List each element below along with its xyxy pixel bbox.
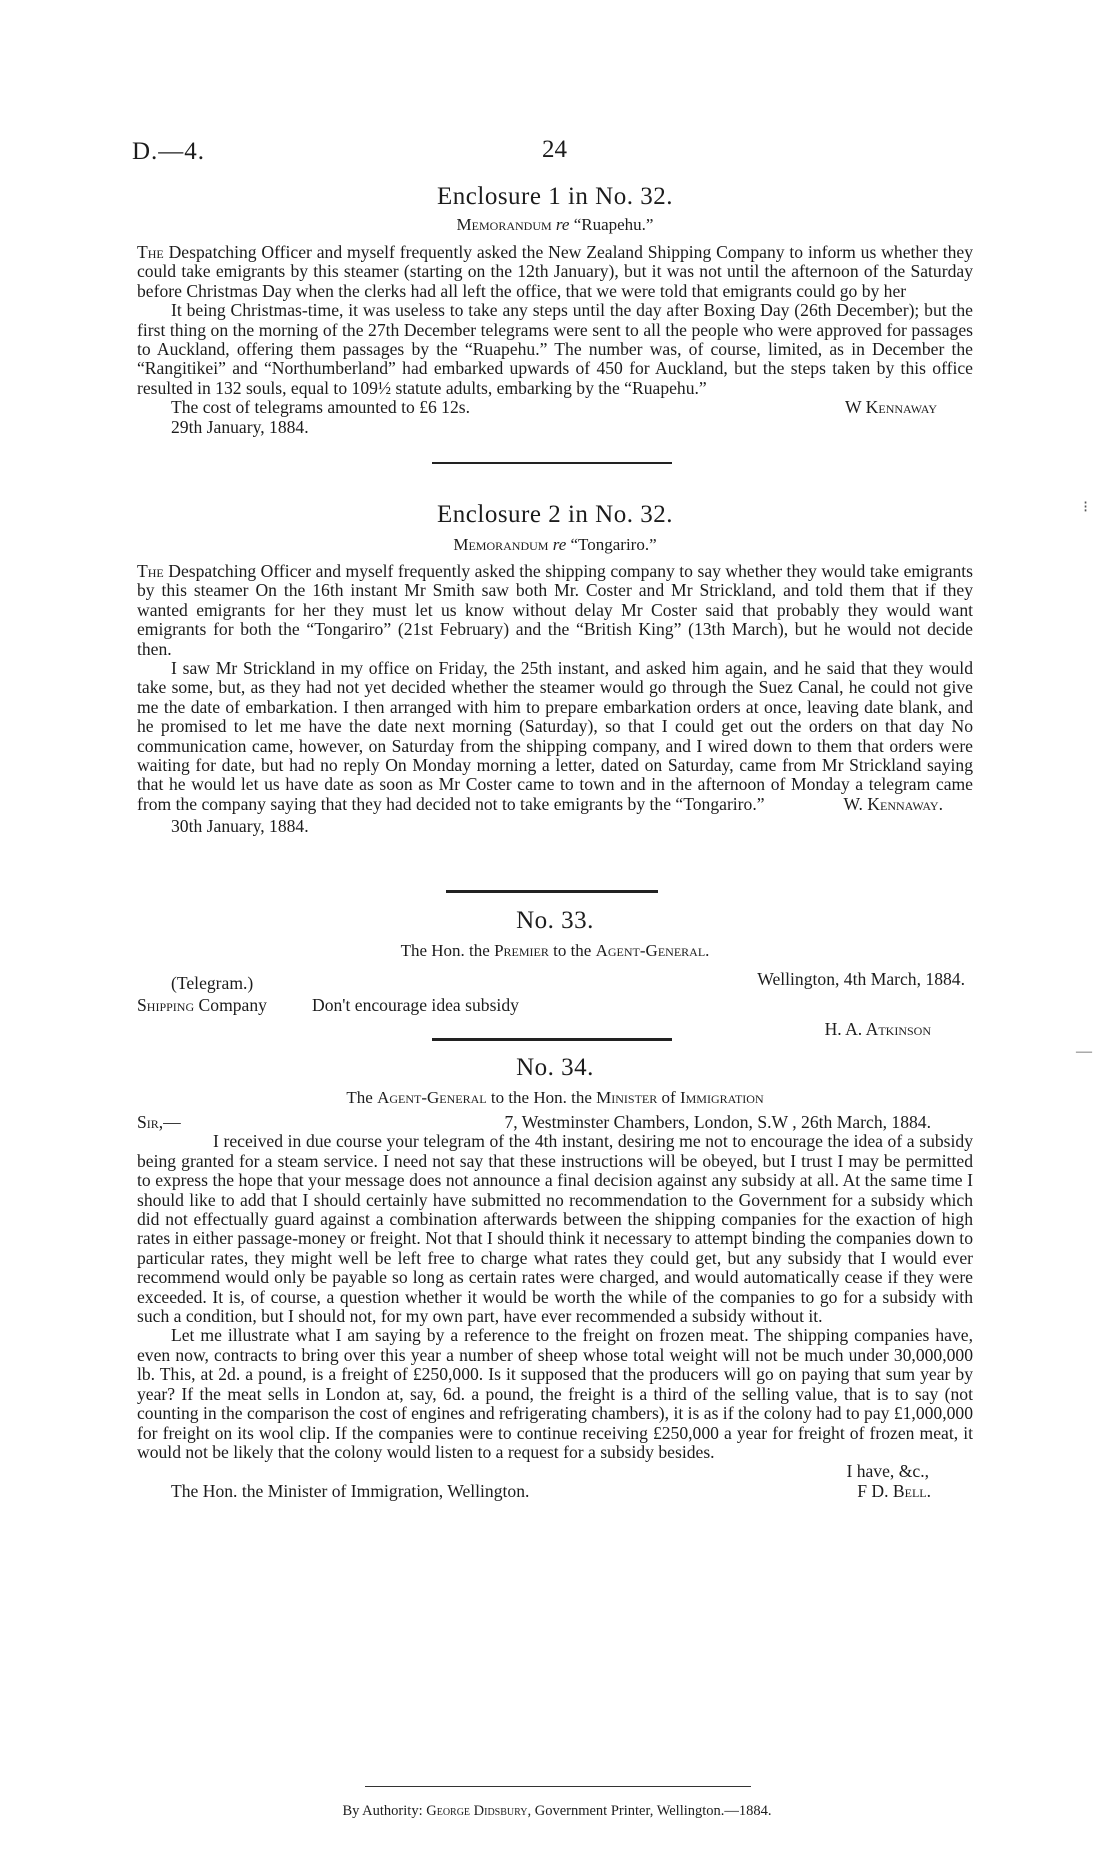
enclosure-2-paragraph-1 [137,562,973,659]
section-divider-1 [432,462,672,464]
agent-general-label: Agent-General. [595,941,710,960]
enclosure-1-title: Enclosure 1 in No. 32. [437,183,673,210]
no-33-title: No. 33. [516,907,594,934]
margin-mark-upper: ⁝ [1083,499,1089,516]
section-divider-2 [446,890,658,893]
paragraph-text: Despatching Officer and myself frequently asked the New Zealand Shipping Company to inform us whether they could take emigrants by this steamer (starting on the 12th January), but it was not until the afternoon of the Saturday before Christmas Day when the clerks had all left the office, that we were told that emigrants could go by her [137,242,973,301]
re-label: re [555,215,570,234]
telegram-signature: H. A. Atkinson [824,1019,931,1039]
section-divider-3 [432,1038,672,1041]
telegram-message-row [137,994,973,1016]
ship-name: “Ruapehu.” [573,215,654,234]
company-label: Company [198,995,267,1015]
shipping-label: Shipping [137,995,195,1015]
document-code: D.—4. [132,138,206,165]
enclosure-1-paragraph-1 [137,243,973,301]
enclosure-1-paragraph-3: The cost of telegrams amounted to £6 12s. [171,397,471,418]
letter-closing: I have, &c., [846,1461,929,1482]
telegram-place-date: Wellington, 4th March, 1884. [757,969,965,989]
telegram-signature-row [137,1018,973,1040]
memorandum-label: Memorandum [456,215,552,234]
no-34-title: No. 34. [516,1054,594,1081]
re-label: re [552,535,567,554]
enclosure-1-subtitle [137,214,973,236]
enclosure-1-signature-line [137,398,973,417]
no-34-paragraph-2: Let me illustrate what I am saying by a reference to the freight on frozen meat. The shipping companies have, even now, contracts to bring over this year a number of sheep whose total weight will not be much under 30,000,000 lb. This, at 2d. a pound, is a freight of £250,000. Is it supposed that the producers will go on paying that sum year by year? If the meat sells in London at, say, 6d. a pound, the freight is a third of the selling value, that is to say (not counting in the comparison the cost of engines and refrigerating chambers), it is as if the colony had to pay £1,000,000 for freight on its wool clip. If the companies were to continue receiving £250,000 a year for freight of frozen meat, it would not be likely that the colony would listen to a request for a subsidy besides. [137,1325,973,1462]
agent-general-label: Agent-General [377,1088,487,1107]
footer-rule [365,1786,751,1787]
printer-footer [0,1803,1114,1820]
enclosure-2-signature: W. Kennaway. [843,794,943,815]
memorandum-label: Memorandum [453,535,549,554]
subtitle-part: The Hon. the [400,941,490,960]
no-34-subtitle [137,1087,973,1109]
telegram-subject [137,994,267,1016]
telegram-row [137,969,973,994]
footer-authority: By Authority: [342,1803,423,1819]
footer-printer-name: George Didsbury, [426,1803,532,1819]
telegram-message: Don't encourage idea subsidy [312,995,519,1015]
ship-name: “Tongariro.” [570,535,657,554]
enclosure-2 [137,500,973,836]
no-33 [137,906,973,1040]
letter-address: 7, Westminster Chambers, London, S.W , 26th March, 1884. [504,1112,931,1132]
enclosure-2-title: Enclosure 2 in No. 32. [437,501,673,528]
enclosure-2-subtitle [137,534,973,556]
no-34 [137,1053,973,1501]
premier-label: Premier [494,941,549,960]
page-number: 24 [542,136,567,163]
salutation: Sir,— [137,1112,181,1132]
letter-heading-row [137,1113,973,1132]
enclosure-1-signature: W Kennaway [845,397,937,418]
subtitle-part: to the [553,941,592,960]
closing-row [137,1462,973,1481]
no-34-paragraph-1: I received in due course your telegram of the 4th instant, desiring me not to encourage the idea of a subsidy being granted for a steam service. I need not say that these instructions will be obeyed, but I trust I may be permitted to express the hope that your message does not announce a final decision against any subsidy at all. At the same time I should like to add that I should certainly have submitted no recommendation to the Government for a subsidy which did not effectually guard against a combination afterwards between the shipping companies for the exaction of high rates in either passage-money or freight. Not that I should think it necessary to attempt binding the companies down to particular rates, they might well be left free to charge what rates they could get, but any subsidy that I would ever recommend would only be payable so long as certain rates were charged, and would automatically cease if they were exceeded. It is, of course, a question whether it would be worth the while of the companies to go for a subsidy with such a condition, but I should not, for my own part, have ever recommended a subsidy without it. [137,1131,973,1327]
enclosure-1 [137,182,973,437]
enclosure-2-paragraph-2: I saw Mr Strickland in my office on Friday, the 25th instant, and asked him again, and he said that they would take some, but, as they had not yet decided whether the steamer would go through the Suez Canal, he could not give me the date of embarkation. I then arranged with him to prepare embarkation orders at once, leaving date blank, and he promised to let me have the date next morning (Saturday), so that I could get out the orders on that day No communication came, however, on Saturday from the shipping company, and I wired down to them that orders were waiting for date, but had no reply On Monday morning a letter, dated on Saturday, came from Mr Strickland saying that he would let us have date as soon as Mr Coster came to town and in the afternoon of Monday a telegram came from the company saying that they had decided not to take emigrants by the “Tongariro.” [137,658,973,814]
enclosure-2-date: 30th January, 1884. [171,815,309,836]
minister-label: Minister [596,1088,658,1107]
enclosure-1-date: 29th January, 1884. [171,416,309,437]
footer-printer-title: Government Printer, Wellington.—1884. [534,1803,772,1819]
lead-word: The [137,561,164,581]
enclosure-1-paragraph-2: It being Christmas-time, it was useless to take any steps until the day after Boxing Day (26th December); but the first thing on the morning of the 27th December telegrams were sent to all the people who were approved for passages to Auckland, offering them passages by the “Ruapehu.” The number was, of course, limited, as in December the “Rangitikei” and “Northumberland” had embarked upwards of 450 for Auckland, but the steps taken by this office resulted in 132 souls, equal to 109½ statute adults, embarking by the “Ruapehu.” [137,300,973,398]
subtitle-part: to the Hon. the [490,1088,592,1107]
letter-addressee: The Hon. the Minister of Immigration, Wellington. [171,1480,530,1501]
no-33-subtitle [137,940,973,962]
telegram-label: (Telegram.) [171,973,254,993]
lead-word: The [137,242,164,262]
paragraph-text: Despatching Officer and myself frequently asked the shipping company to say whether they would take emigrants by this steamer On the 16th instant Mr Smith saw both Mr. Coster and Mr Strickland, and told them that if they wanted emigrants for her they must let us know without delay Mr Coster said that probably they would want emigrants for both the “Tongariro” (21st February) and the “British King” (13th March), but he would not decide then. [137,561,973,659]
addressee-row [137,1482,973,1501]
subtitle-part: The [346,1088,373,1107]
subtitle-part: of [661,1088,676,1107]
letter-signature: F D. Bell. [857,1480,931,1501]
margin-mark-lower: — [1076,1043,1092,1060]
immigration-label: Immigration [679,1088,764,1107]
